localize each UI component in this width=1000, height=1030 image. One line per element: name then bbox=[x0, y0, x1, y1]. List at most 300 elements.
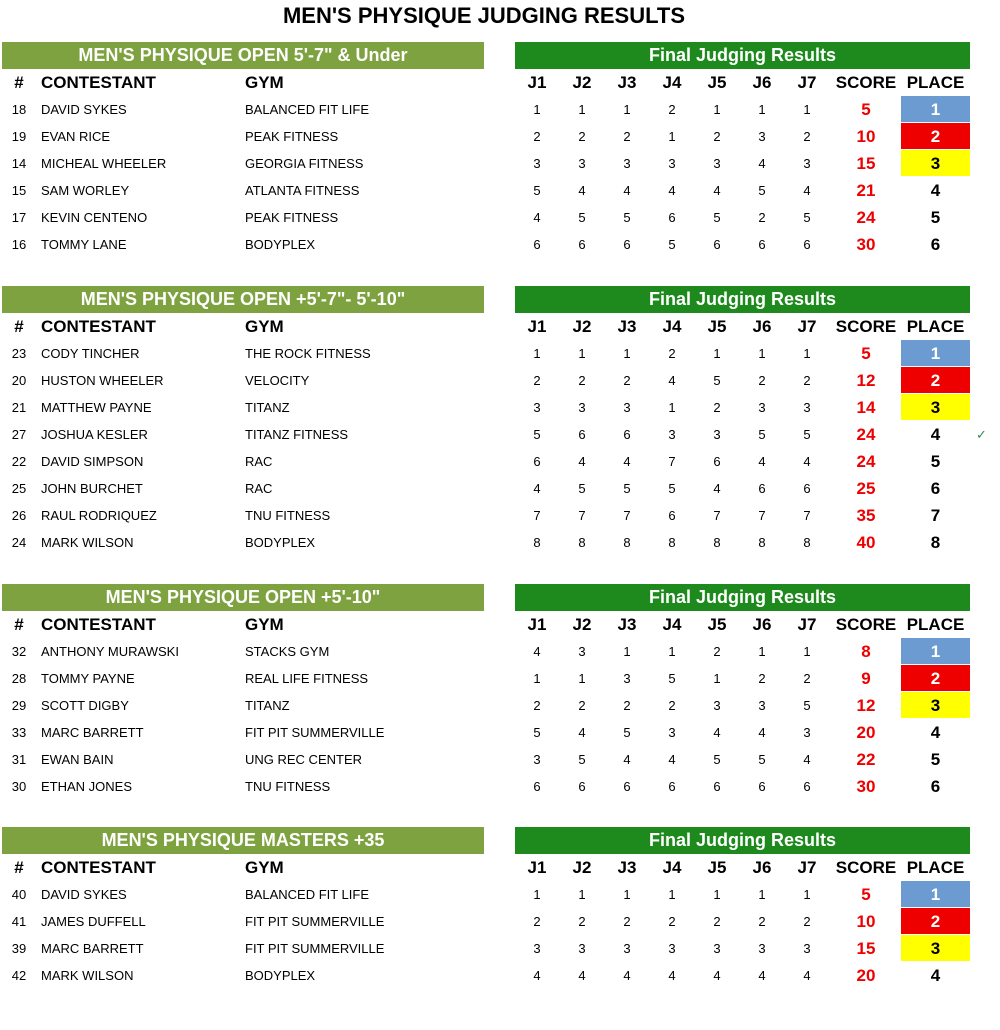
j2-score-cell: 1 bbox=[578, 102, 586, 117]
contestant-name: KEVIN CENTENO bbox=[41, 210, 148, 225]
j6-column-header: J6 bbox=[752, 858, 772, 877]
j7-score-cell: 8 bbox=[803, 535, 811, 550]
j7-score-cell: 5 bbox=[803, 210, 811, 225]
contestant-number: 15 bbox=[11, 183, 27, 198]
contestant-name: SCOTT DIGBY bbox=[41, 698, 129, 713]
table-row bbox=[0, 150, 1000, 177]
j3-score-cell: 7 bbox=[623, 508, 631, 523]
j5-score-cell: 7 bbox=[713, 508, 721, 523]
j5-score-cell: 2 bbox=[713, 129, 721, 144]
place-cell: 4 bbox=[930, 966, 941, 985]
category-banner: MEN'S PHYSIQUE OPEN +5'-7"- 5'-10" bbox=[2, 286, 484, 313]
score-cell: 20 bbox=[856, 966, 876, 985]
j5-score-cell: 2 bbox=[713, 400, 721, 415]
category-banner: MEN'S PHYSIQUE OPEN +5'-10" bbox=[2, 584, 484, 611]
j2-score-cell: 4 bbox=[578, 725, 586, 740]
j1-score-cell: 5 bbox=[533, 183, 541, 198]
place-cell: 2 bbox=[901, 908, 970, 934]
contestant-number: 27 bbox=[11, 427, 27, 442]
j4-score-cell: 3 bbox=[668, 427, 676, 442]
number-column-header: # bbox=[14, 317, 24, 336]
contestant-name: EWAN BAIN bbox=[41, 752, 114, 767]
contestant-number: 33 bbox=[11, 725, 27, 740]
contestant-name: DAVID SYKES bbox=[41, 887, 127, 902]
j4-column-header: J4 bbox=[662, 615, 682, 634]
j6-score-cell: 3 bbox=[758, 941, 766, 956]
j7-score-cell: 4 bbox=[803, 183, 811, 198]
place-cell: 4 bbox=[930, 723, 941, 742]
table-row bbox=[0, 394, 1000, 421]
gym-name: BALANCED FIT LIFE bbox=[245, 102, 370, 117]
j4-score-cell: 4 bbox=[668, 183, 676, 198]
contestant-number: 41 bbox=[11, 914, 27, 929]
j1-score-cell: 2 bbox=[533, 129, 541, 144]
j4-column-header: J4 bbox=[662, 858, 682, 877]
checkmark-icon: ✓ bbox=[976, 427, 987, 442]
contestant-name: MICHEAL WHEELER bbox=[41, 156, 167, 171]
place-column-header: PLACE bbox=[906, 615, 965, 634]
j4-score-cell: 3 bbox=[668, 156, 676, 171]
contestant-name: SAM WORLEY bbox=[41, 183, 130, 198]
table-row bbox=[0, 123, 1000, 150]
j4-score-cell: 3 bbox=[668, 725, 676, 740]
j6-score-cell: 2 bbox=[758, 373, 766, 388]
column-header-row bbox=[0, 69, 1000, 96]
contestant-name: DAVID SYKES bbox=[41, 102, 127, 117]
score-cell: 10 bbox=[856, 912, 876, 931]
contestant-number: 30 bbox=[11, 779, 27, 794]
table-row bbox=[0, 502, 1000, 529]
gym-name: VELOCITY bbox=[245, 373, 310, 388]
j6-score-cell: 4 bbox=[758, 156, 766, 171]
j6-score-cell: 6 bbox=[758, 237, 766, 252]
j4-column-header: J4 bbox=[662, 73, 682, 92]
j3-score-cell: 2 bbox=[623, 914, 631, 929]
j6-score-cell: 1 bbox=[758, 644, 766, 659]
j3-score-cell: 3 bbox=[623, 156, 631, 171]
j4-score-cell: 1 bbox=[668, 129, 676, 144]
contestant-name: MARC BARRETT bbox=[41, 725, 144, 740]
j2-score-cell: 6 bbox=[578, 237, 586, 252]
gym-name: FIT PIT SUMMERVILLE bbox=[245, 725, 385, 740]
j5-score-cell: 4 bbox=[713, 481, 721, 496]
j1-score-cell: 6 bbox=[533, 237, 541, 252]
j3-score-cell: 1 bbox=[623, 346, 631, 361]
gym-name: FIT PIT SUMMERVILLE bbox=[245, 941, 385, 956]
j4-score-cell: 5 bbox=[668, 237, 676, 252]
contestant-number: 39 bbox=[11, 941, 27, 956]
j7-score-cell: 6 bbox=[803, 237, 811, 252]
place-cell: 1 bbox=[901, 881, 970, 907]
score-cell: 9 bbox=[861, 669, 871, 688]
gym-name: RAC bbox=[245, 454, 273, 469]
place-cell: 5 bbox=[930, 208, 941, 227]
final-results-banner: Final Judging Results bbox=[515, 42, 970, 69]
j1-score-cell: 6 bbox=[533, 454, 541, 469]
contestant-number: 22 bbox=[11, 454, 27, 469]
score-cell: 5 bbox=[861, 344, 871, 363]
place-cell: 2 bbox=[901, 367, 970, 393]
j7-score-cell: 1 bbox=[803, 346, 811, 361]
contestant-name: MARK WILSON bbox=[41, 535, 134, 550]
gym-name: THE ROCK FITNESS bbox=[245, 346, 371, 361]
score-cell: 35 bbox=[856, 506, 876, 525]
j6-score-cell: 4 bbox=[758, 454, 766, 469]
j5-score-cell: 6 bbox=[713, 237, 721, 252]
gym-name: REAL LIFE FITNESS bbox=[245, 671, 369, 686]
j7-score-cell: 1 bbox=[803, 644, 811, 659]
j2-score-cell: 5 bbox=[578, 210, 586, 225]
contestant-number: 31 bbox=[11, 752, 27, 767]
j1-score-cell: 1 bbox=[533, 671, 541, 686]
j1-column-header: J1 bbox=[527, 858, 547, 877]
contestant-number: 26 bbox=[11, 508, 27, 523]
gym-name: BALANCED FIT LIFE bbox=[245, 887, 370, 902]
gym-name: TITANZ FITNESS bbox=[245, 427, 349, 442]
j5-score-cell: 5 bbox=[713, 373, 721, 388]
place-cell: 5 bbox=[930, 750, 941, 769]
j7-score-cell: 4 bbox=[803, 968, 811, 983]
score-cell: 25 bbox=[856, 479, 876, 498]
j2-score-cell: 5 bbox=[578, 481, 586, 496]
contestant-name: JOHN BURCHET bbox=[41, 481, 143, 496]
j3-column-header: J3 bbox=[617, 317, 637, 336]
j5-score-cell: 1 bbox=[713, 102, 721, 117]
gym-column-header: GYM bbox=[245, 317, 284, 336]
j1-score-cell: 3 bbox=[533, 156, 541, 171]
j2-score-cell: 1 bbox=[578, 346, 586, 361]
contestant-number: 18 bbox=[11, 102, 27, 117]
j5-score-cell: 3 bbox=[713, 427, 721, 442]
j7-score-cell: 2 bbox=[803, 671, 811, 686]
j2-score-cell: 2 bbox=[578, 698, 586, 713]
number-column-header: # bbox=[14, 73, 24, 92]
gym-name: GEORGIA FITNESS bbox=[245, 156, 364, 171]
j3-score-cell: 6 bbox=[623, 779, 631, 794]
j7-column-header: J7 bbox=[797, 858, 817, 877]
j6-score-cell: 1 bbox=[758, 887, 766, 902]
j2-score-cell: 3 bbox=[578, 156, 586, 171]
contestant-number: 40 bbox=[11, 887, 27, 902]
contestant-name: ANTHONY MURAWSKI bbox=[41, 644, 179, 659]
contestant-name: HUSTON WHEELER bbox=[41, 373, 164, 388]
contestant-name: MARK WILSON bbox=[41, 968, 134, 983]
j7-score-cell: 3 bbox=[803, 156, 811, 171]
place-cell: 1 bbox=[901, 638, 970, 664]
j2-score-cell: 4 bbox=[578, 968, 586, 983]
j2-score-cell: 5 bbox=[578, 752, 586, 767]
j2-column-header: J2 bbox=[572, 73, 592, 92]
j5-score-cell: 5 bbox=[713, 752, 721, 767]
place-cell: 3 bbox=[901, 935, 970, 961]
contestant-number: 23 bbox=[11, 346, 27, 361]
contestant-number: 25 bbox=[11, 481, 27, 496]
j7-score-cell: 4 bbox=[803, 454, 811, 469]
place-cell: 1 bbox=[901, 340, 970, 366]
j4-score-cell: 2 bbox=[668, 346, 676, 361]
j2-score-cell: 3 bbox=[578, 941, 586, 956]
table-row bbox=[0, 908, 1000, 935]
j6-column-header: J6 bbox=[752, 73, 772, 92]
j4-score-cell: 8 bbox=[668, 535, 676, 550]
j4-score-cell: 1 bbox=[668, 644, 676, 659]
j1-score-cell: 3 bbox=[533, 400, 541, 415]
contestant-number: 32 bbox=[11, 644, 27, 659]
contestant-name: MARC BARRETT bbox=[41, 941, 144, 956]
j5-column-header: J5 bbox=[707, 615, 727, 634]
j3-score-cell: 8 bbox=[623, 535, 631, 550]
place-cell: 3 bbox=[901, 692, 970, 718]
j6-column-header: J6 bbox=[752, 615, 772, 634]
j7-score-cell: 4 bbox=[803, 752, 811, 767]
j6-score-cell: 4 bbox=[758, 725, 766, 740]
table-row bbox=[0, 96, 1000, 123]
place-column-header: PLACE bbox=[906, 73, 965, 92]
j2-column-header: J2 bbox=[572, 615, 592, 634]
contestant-number: 19 bbox=[11, 129, 27, 144]
category-banner: MEN'S PHYSIQUE MASTERS +35 bbox=[2, 827, 484, 854]
j1-score-cell: 4 bbox=[533, 481, 541, 496]
j6-score-cell: 3 bbox=[758, 698, 766, 713]
contestant-name: DAVID SIMPSON bbox=[41, 454, 144, 469]
j6-score-cell: 5 bbox=[758, 427, 766, 442]
gym-column-header: GYM bbox=[245, 73, 284, 92]
contestant-number: 21 bbox=[11, 400, 27, 415]
j3-score-cell: 5 bbox=[623, 725, 631, 740]
j7-score-cell: 7 bbox=[803, 508, 811, 523]
table-row bbox=[0, 177, 1000, 204]
table-row bbox=[0, 746, 1000, 773]
place-column-header: PLACE bbox=[906, 858, 965, 877]
j3-column-header: J3 bbox=[617, 615, 637, 634]
j7-score-cell: 1 bbox=[803, 102, 811, 117]
j7-score-cell: 5 bbox=[803, 427, 811, 442]
j4-score-cell: 5 bbox=[668, 481, 676, 496]
j5-score-cell: 8 bbox=[713, 535, 721, 550]
j6-score-cell: 2 bbox=[758, 914, 766, 929]
contestant-name: MATTHEW PAYNE bbox=[41, 400, 152, 415]
j2-score-cell: 4 bbox=[578, 183, 586, 198]
j5-column-header: J5 bbox=[707, 317, 727, 336]
table-row bbox=[0, 448, 1000, 475]
place-cell: 4 bbox=[930, 425, 941, 444]
j2-score-cell: 4 bbox=[578, 454, 586, 469]
contestant-number: 16 bbox=[11, 237, 27, 252]
j2-score-cell: 6 bbox=[578, 427, 586, 442]
score-cell: 24 bbox=[856, 452, 876, 471]
j3-score-cell: 4 bbox=[623, 968, 631, 983]
contestant-number: 28 bbox=[11, 671, 27, 686]
table-row bbox=[0, 935, 1000, 962]
place-cell: 2 bbox=[901, 665, 970, 691]
j2-score-cell: 2 bbox=[578, 129, 586, 144]
j4-column-header: J4 bbox=[662, 317, 682, 336]
column-header-row bbox=[0, 854, 1000, 881]
j4-score-cell: 6 bbox=[668, 779, 676, 794]
j6-score-cell: 8 bbox=[758, 535, 766, 550]
j2-score-cell: 6 bbox=[578, 779, 586, 794]
contestant-column-header: CONTESTANT bbox=[41, 858, 156, 877]
score-cell: 15 bbox=[856, 154, 876, 173]
j2-score-cell: 1 bbox=[578, 887, 586, 902]
j1-score-cell: 4 bbox=[533, 644, 541, 659]
score-cell: 30 bbox=[856, 235, 876, 254]
j3-score-cell: 2 bbox=[623, 373, 631, 388]
j5-score-cell: 1 bbox=[713, 671, 721, 686]
gym-column-header: GYM bbox=[245, 615, 284, 634]
j6-score-cell: 3 bbox=[758, 129, 766, 144]
contestant-name: JAMES DUFFELL bbox=[41, 914, 146, 929]
table-row bbox=[0, 719, 1000, 746]
j6-score-cell: 5 bbox=[758, 752, 766, 767]
gym-name: FIT PIT SUMMERVILLE bbox=[245, 914, 385, 929]
j1-column-header: J1 bbox=[527, 317, 547, 336]
contestant-name: ETHAN JONES bbox=[41, 779, 133, 794]
gym-name: ATLANTA FITNESS bbox=[245, 183, 360, 198]
place-cell: 6 bbox=[930, 479, 941, 498]
gym-name: UNG REC CENTER bbox=[245, 752, 363, 767]
final-results-banner: Final Judging Results bbox=[515, 584, 970, 611]
j3-score-cell: 5 bbox=[623, 481, 631, 496]
place-cell: 5 bbox=[930, 452, 941, 471]
j7-score-cell: 2 bbox=[803, 373, 811, 388]
contestant-number: 14 bbox=[11, 156, 27, 171]
score-cell: 24 bbox=[856, 425, 876, 444]
j3-score-cell: 2 bbox=[623, 129, 631, 144]
table-row bbox=[0, 421, 1000, 448]
j6-score-cell: 1 bbox=[758, 102, 766, 117]
j1-score-cell: 2 bbox=[533, 698, 541, 713]
j7-score-cell: 3 bbox=[803, 725, 811, 740]
score-cell: 5 bbox=[861, 100, 871, 119]
table-row bbox=[0, 475, 1000, 502]
j4-score-cell: 6 bbox=[668, 210, 676, 225]
gym-name: BODYPLEX bbox=[245, 968, 316, 983]
j4-score-cell: 1 bbox=[668, 887, 676, 902]
j3-score-cell: 4 bbox=[623, 454, 631, 469]
place-cell: 2 bbox=[901, 123, 970, 149]
score-cell: 30 bbox=[856, 777, 876, 796]
score-cell: 5 bbox=[861, 885, 871, 904]
j4-score-cell: 2 bbox=[668, 698, 676, 713]
j1-score-cell: 1 bbox=[533, 102, 541, 117]
contestant-name: TOMMY LANE bbox=[41, 237, 127, 252]
j7-column-header: J7 bbox=[797, 73, 817, 92]
j5-column-header: J5 bbox=[707, 858, 727, 877]
table-row bbox=[0, 638, 1000, 665]
j5-score-cell: 3 bbox=[713, 698, 721, 713]
j3-score-cell: 1 bbox=[623, 102, 631, 117]
table-row bbox=[0, 529, 1000, 556]
contestant-column-header: CONTESTANT bbox=[41, 317, 156, 336]
gym-name: TNU FITNESS bbox=[245, 508, 331, 523]
j7-score-cell: 6 bbox=[803, 481, 811, 496]
place-cell: 3 bbox=[901, 150, 970, 176]
j4-score-cell: 3 bbox=[668, 941, 676, 956]
j5-score-cell: 4 bbox=[713, 968, 721, 983]
score-cell: 12 bbox=[856, 371, 876, 390]
j3-score-cell: 6 bbox=[623, 237, 631, 252]
j4-score-cell: 6 bbox=[668, 508, 676, 523]
j3-score-cell: 4 bbox=[623, 183, 631, 198]
j1-score-cell: 1 bbox=[533, 346, 541, 361]
gym-name: TITANZ bbox=[245, 400, 290, 415]
j3-score-cell: 2 bbox=[623, 698, 631, 713]
place-cell: 6 bbox=[930, 235, 941, 254]
j1-score-cell: 7 bbox=[533, 508, 541, 523]
j3-score-cell: 1 bbox=[623, 644, 631, 659]
score-cell: 24 bbox=[856, 208, 876, 227]
j2-score-cell: 7 bbox=[578, 508, 586, 523]
j2-score-cell: 3 bbox=[578, 644, 586, 659]
score-cell: 20 bbox=[856, 723, 876, 742]
gym-column-header: GYM bbox=[245, 858, 284, 877]
j3-column-header: J3 bbox=[617, 858, 637, 877]
score-column-header: SCORE bbox=[835, 615, 897, 634]
score-cell: 10 bbox=[856, 127, 876, 146]
number-column-header: # bbox=[14, 615, 24, 634]
gym-name: BODYPLEX bbox=[245, 237, 316, 252]
j4-score-cell: 1 bbox=[668, 400, 676, 415]
j5-score-cell: 6 bbox=[713, 454, 721, 469]
contestant-name: JOSHUA KESLER bbox=[41, 427, 148, 442]
column-header-row bbox=[0, 313, 1000, 340]
place-cell: 8 bbox=[930, 533, 941, 552]
gym-name: TNU FITNESS bbox=[245, 779, 331, 794]
column-header-row bbox=[0, 611, 1000, 638]
j2-score-cell: 2 bbox=[578, 373, 586, 388]
place-column-header: PLACE bbox=[906, 317, 965, 336]
contestant-number: 20 bbox=[11, 373, 27, 388]
contestant-name: EVAN RICE bbox=[41, 129, 111, 144]
table-row bbox=[0, 665, 1000, 692]
j1-score-cell: 3 bbox=[533, 941, 541, 956]
score-column-header: SCORE bbox=[835, 858, 897, 877]
j4-score-cell: 7 bbox=[668, 454, 676, 469]
j7-score-cell: 3 bbox=[803, 941, 811, 956]
j7-score-cell: 1 bbox=[803, 887, 811, 902]
place-cell: 3 bbox=[901, 394, 970, 420]
j1-score-cell: 8 bbox=[533, 535, 541, 550]
gym-name: PEAK FITNESS bbox=[245, 129, 339, 144]
gym-name: PEAK FITNESS bbox=[245, 210, 339, 225]
j1-score-cell: 3 bbox=[533, 752, 541, 767]
j5-column-header: J5 bbox=[707, 73, 727, 92]
gym-name: RAC bbox=[245, 481, 273, 496]
j6-score-cell: 2 bbox=[758, 671, 766, 686]
table-row bbox=[0, 881, 1000, 908]
j2-column-header: J2 bbox=[572, 317, 592, 336]
table-row bbox=[0, 340, 1000, 367]
place-cell: 4 bbox=[930, 181, 941, 200]
category-banner: MEN'S PHYSIQUE OPEN 5'-7" & Under bbox=[2, 42, 484, 69]
j5-score-cell: 3 bbox=[713, 941, 721, 956]
score-cell: 12 bbox=[856, 696, 876, 715]
j3-score-cell: 6 bbox=[623, 427, 631, 442]
gym-name: STACKS GYM bbox=[245, 644, 330, 659]
j1-score-cell: 6 bbox=[533, 779, 541, 794]
j5-score-cell: 1 bbox=[713, 887, 721, 902]
place-cell: 1 bbox=[901, 96, 970, 122]
j3-score-cell: 4 bbox=[623, 752, 631, 767]
gym-name: TITANZ bbox=[245, 698, 290, 713]
score-column-header: SCORE bbox=[835, 317, 897, 336]
contestant-name: RAUL RODRIQUEZ bbox=[41, 508, 157, 523]
table-row bbox=[0, 962, 1000, 989]
j6-column-header: J6 bbox=[752, 317, 772, 336]
j3-score-cell: 3 bbox=[623, 400, 631, 415]
number-column-header: # bbox=[14, 858, 24, 877]
